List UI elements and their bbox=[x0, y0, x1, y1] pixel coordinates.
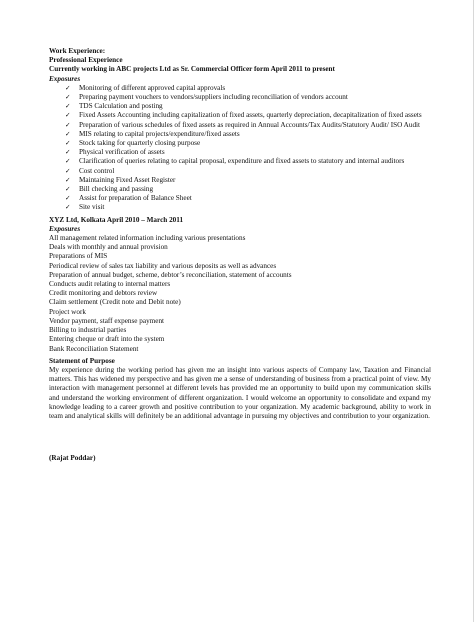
list-item: Project work bbox=[49, 307, 86, 316]
check-icon: ✓ bbox=[65, 129, 71, 138]
check-icon: ✓ bbox=[65, 102, 71, 111]
check-icon: ✓ bbox=[65, 185, 71, 194]
professional-experience-heading: Professional Experience bbox=[49, 56, 123, 65]
check-icon: ✓ bbox=[65, 175, 71, 184]
list-item: ✓ Maintaining Fixed Asset Register bbox=[65, 175, 176, 184]
list-item: Bank Reconciliation Statement bbox=[49, 344, 139, 353]
current-job-title: Currently working in ABC projects Ltd as Sr. Commercial Officer form April 2011 to present bbox=[49, 65, 335, 74]
list-item: Billing to industrial parties bbox=[49, 326, 127, 335]
signature-name: (Rajat Poddar) bbox=[49, 454, 96, 463]
resume-content bbox=[49, 47, 431, 463]
list-item: Vendor payment, staff expense payment bbox=[49, 316, 165, 325]
check-icon: ✓ bbox=[65, 93, 71, 102]
statement-of-purpose-heading: Statement of Purpose bbox=[49, 356, 115, 365]
list-item: Credit monitoring and debtors review bbox=[49, 289, 158, 298]
list-item: ✓ Site visit bbox=[65, 203, 105, 212]
check-icon: ✓ bbox=[65, 148, 71, 157]
list-item: Claim settlement (Credit note and Debit note) bbox=[49, 298, 181, 307]
list-item: ✓ MIS relating to capital projects/expenditure/fixed assets bbox=[65, 129, 240, 138]
list-item: Conducts audit relating to internal matters bbox=[49, 280, 171, 289]
list-item: ✓ Clarification of queries relating to capital proposal, expenditure and fixed assets to statutory and internal auditors bbox=[65, 157, 405, 166]
statement-of-purpose-text: My experience during the working period has given me an insight into various aspects of Company law, Taxation and Financial matters. This has widened my perspective and has given me a sense of understanding of business from a practical point of view. My interaction with management personnel at different levels has provided me an opportunity to build upon my communication skills and understand the working environment of different organization. I would welcome an opportunity to consolidate and expand my knowledge leading to a career growth and positive contribution to your organization. My academic background, ability to work in team and analytical skills will definitely be an additional advantage in pursuing my objectives and contribution to your organization. bbox=[49, 365, 431, 420]
list-item: ✓ Physical verification of assets bbox=[65, 148, 165, 157]
work-experience-heading: Work Experience: bbox=[49, 47, 106, 55]
check-icon: ✓ bbox=[65, 194, 71, 203]
list-item: Periodical review of sales tax liability and various deposits as well as advances bbox=[49, 261, 277, 270]
list-item: ✓ Preparation of various schedules of fixed assets as required in Annual Accounts/Tax Audits/Statutory Audit/ ISO Audit bbox=[65, 120, 421, 129]
job1-exposure-list bbox=[49, 84, 431, 213]
list-item: ✓ Bill checking and passing bbox=[65, 185, 154, 194]
list-item: ✓ TDS Calculation and posting bbox=[65, 102, 163, 111]
list-item: Preparations of MIS bbox=[49, 252, 108, 261]
check-icon: ✓ bbox=[65, 166, 71, 175]
job2-title: XYZ Ltd, Kolkata April 2010 – March 2011 bbox=[49, 215, 184, 224]
list-item: ✓ Fixed Assets Accounting including capitalization of fixed assets, quarterly depreciation, decapitalization of fixed assets bbox=[65, 111, 422, 120]
check-icon: ✓ bbox=[65, 157, 71, 166]
check-icon: ✓ bbox=[65, 120, 71, 129]
list-item: Entering cheque or draft into the system bbox=[49, 335, 165, 344]
list-item: ✓ Cost control bbox=[65, 166, 115, 175]
check-icon: ✓ bbox=[65, 111, 71, 120]
exposures-label-1: Exposures bbox=[49, 74, 81, 83]
list-item: ✓ Monitoring of different approved capital approvals bbox=[65, 83, 226, 92]
list-item: ✓ Stock taking for quarterly closing purpose bbox=[65, 139, 201, 148]
exposures-label-2: Exposures bbox=[49, 224, 81, 233]
list-item: ✓ Assist for preparation of Balance Sheet bbox=[65, 194, 192, 203]
check-icon: ✓ bbox=[65, 203, 71, 212]
list-item: ✓ Preparing payment vouchers to vendors/suppliers including reconciliation of vendors account bbox=[65, 93, 348, 102]
list-item: All management related information including various presentations bbox=[49, 234, 246, 243]
check-icon: ✓ bbox=[65, 139, 71, 148]
list-item: Deals with monthly and annual provision bbox=[49, 243, 168, 252]
job2-exposure-list bbox=[49, 234, 431, 354]
check-icon: ✓ bbox=[65, 83, 71, 92]
list-item: Preparation of annual budget, scheme, debtor’s reconciliation, statement of accounts bbox=[49, 270, 292, 279]
